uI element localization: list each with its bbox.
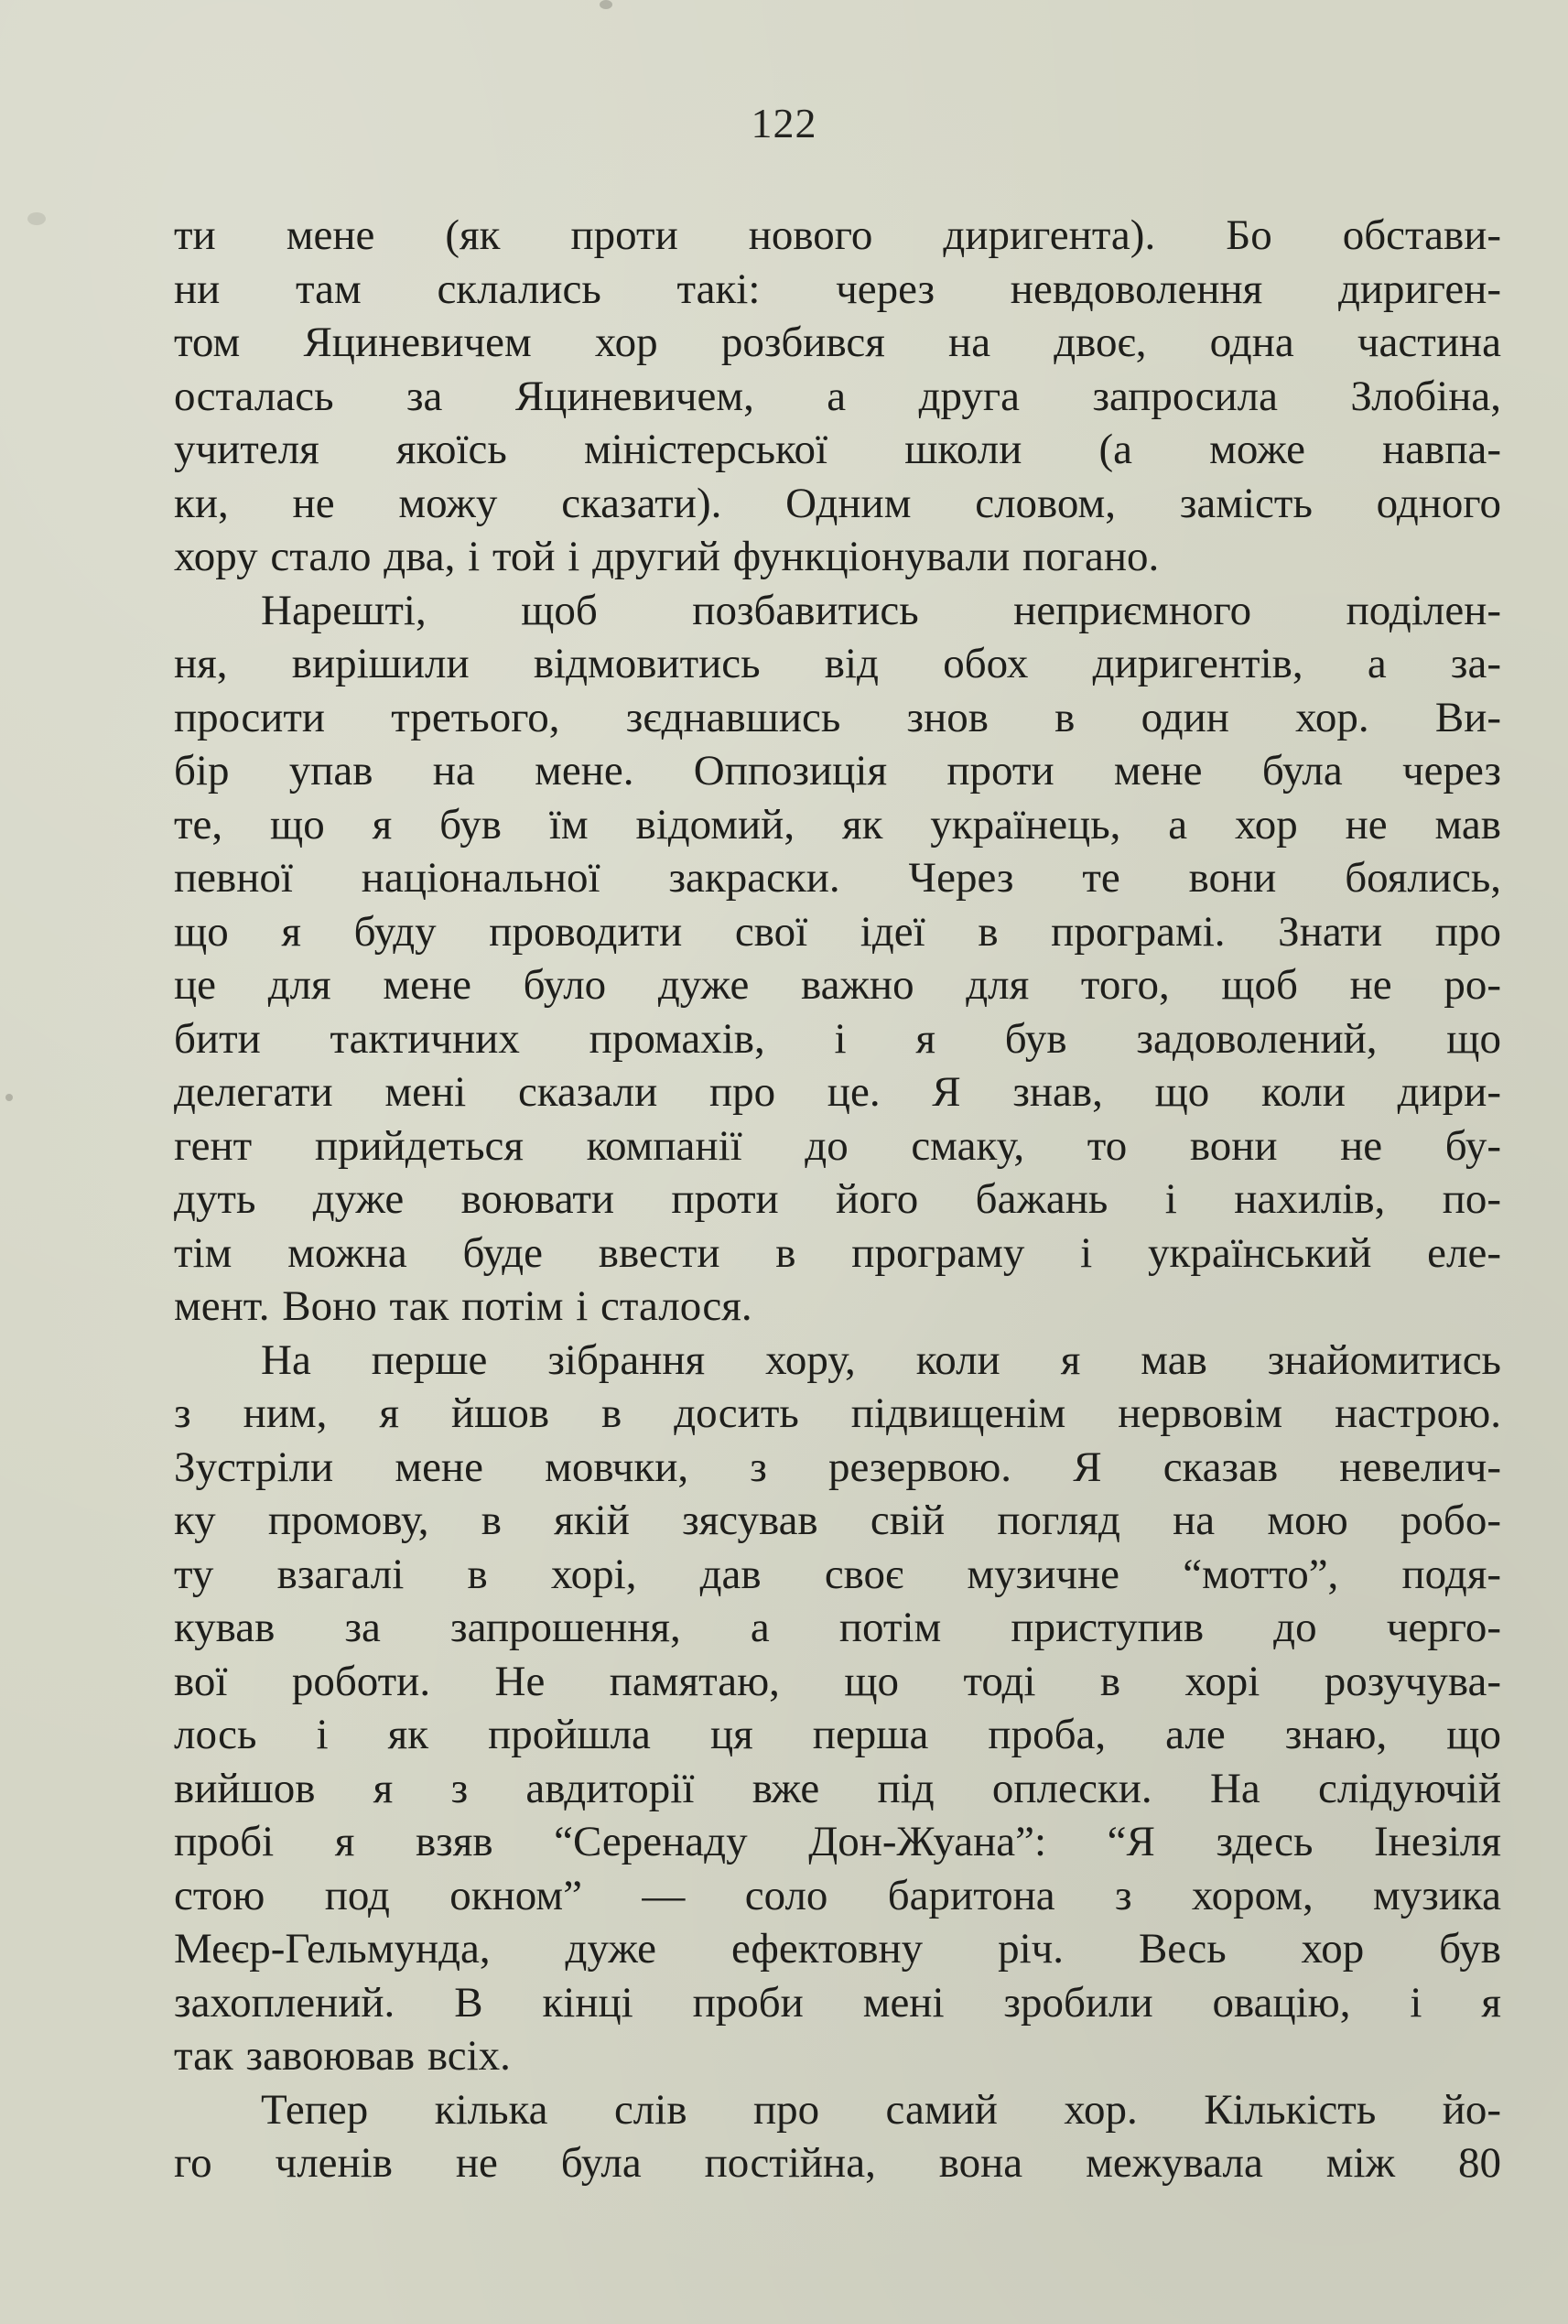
page-smudge: [600, 0, 612, 9]
text-line: Тепер кілька слів про самий хор. Кількість йо-: [261, 2085, 1501, 2134]
text-line: ня, вирішили відмовитись від обох диригентів, а за-: [174, 640, 1501, 687]
text-line: мент. Воно так потім і сталося.: [174, 1282, 752, 1330]
text-line: вої роботи. Не памятаю, що тоді в хорі розучува-: [174, 1657, 1501, 1705]
text-line: ки, не можу сказати). Одним словом, замість одного: [174, 479, 1501, 527]
text-line: Нарешті, щоб позбавитись неприємного поділен-: [261, 586, 1501, 634]
text-line: з ним, я йшов в досить підвищенім нервовім настрою.: [174, 1389, 1501, 1437]
text-line: бити тактичних промахів, і я був задоволений, що: [174, 1014, 1501, 1063]
text-line: осталась за Яциневичем, а друга запросила Злобіна,: [174, 372, 1501, 420]
text-line: ту взагалі в хорі, дав своє музичне “мотто”, подя-: [174, 1550, 1501, 1598]
text-line: Меєр-Гельмунда, дуже ефектовну річ. Весь хор був: [174, 1925, 1501, 1973]
text-line: дуть дуже воювати проти його бажань і нахилів, по-: [174, 1175, 1501, 1223]
body-text: [174, 209, 1501, 2190]
text-line: том Яциневичем хор розбився на двоє, одна частина: [174, 319, 1501, 366]
text-line: певної національної закраски. Через те вони боялись,: [174, 854, 1501, 902]
text-line: вийшов я з авдиторії вже під оплески. На слідуючій: [174, 1764, 1501, 1812]
text-line: захоплений. В кінці проби мені зробили овацію, і я: [174, 1978, 1501, 2027]
text-line: стою под окном” — соло баритона з хором, музика: [174, 1871, 1501, 1919]
text-line: го членів не була постійна, вона межувала між 80: [174, 2139, 1501, 2187]
text-line: ти мене (як проти нового диригента). Бо обстави-: [174, 211, 1501, 259]
text-line: що я буду проводити свої ідеї в програмі. Знати про: [174, 907, 1501, 956]
text-line: На перше зібрання хору, коли я мав знайомитись: [261, 1335, 1501, 1384]
text-line: пробі я взяв “Серенаду Дон-Жуана”: “Я здесь Інезіля: [174, 1818, 1501, 1865]
page-smudge: [27, 212, 46, 225]
text-line: гент прийдеться компанії до смаку, то вони не бу-: [174, 1121, 1501, 1170]
text-line: ни там склались такі: через невдоволення дириген-: [174, 265, 1501, 313]
text-line: хору стало два, і той і другий функціонували погано.: [174, 533, 1160, 580]
text-line: учителя якоїсь міністерської школи (а може навпа-: [174, 426, 1501, 473]
text-line: просити третього, зєднавшись знов в один хор. Ви-: [174, 693, 1501, 741]
text-line: лось і як пройшла ця перша проба, але знаю, що: [174, 1711, 1501, 1758]
text-line: те, що я був їм відомий, як українець, а хор не мав: [174, 800, 1501, 849]
text-line: Зустріли мене мовчки, з резервою. Я сказав невелич-: [174, 1443, 1501, 1491]
text-line: так завоював всіх.: [174, 2032, 511, 2080]
text-line: кував за запрошення, а потім приступив до черго-: [174, 1604, 1501, 1651]
text-line: тім можна буде ввести в програму і український еле-: [174, 1228, 1501, 1277]
text-line: бір упав на мене. Оппозиція проти мене була через: [174, 747, 1501, 794]
page-number: 122: [751, 100, 817, 146]
text-line: ку промову, в якій зясував свій погляд на мою робо-: [174, 1497, 1501, 1544]
text-line: це для мене було дуже важно для того, щоб не ро-: [174, 961, 1501, 1009]
text-line: делегати мені сказали про це. Я знав, що коли дири-: [174, 1068, 1501, 1116]
page-smudge: [5, 1094, 13, 1101]
